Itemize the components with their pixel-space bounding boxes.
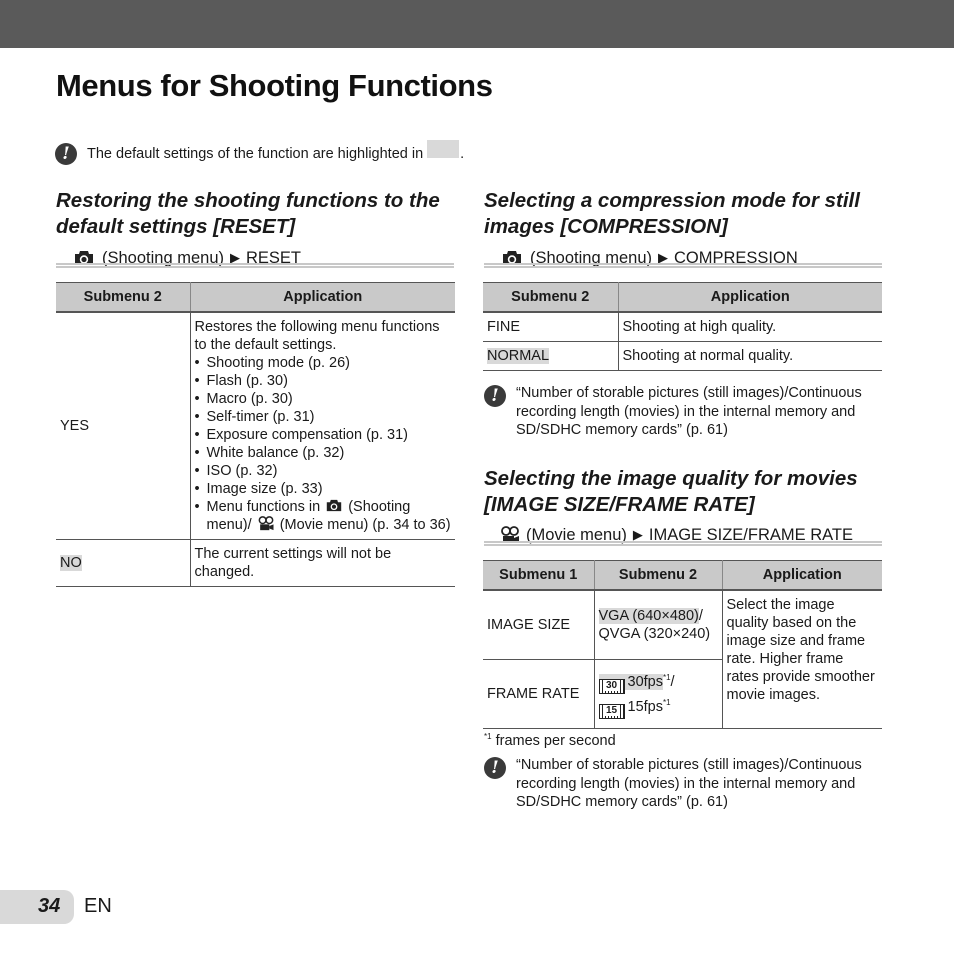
page-title: Menus for Shooting Functions xyxy=(56,68,493,103)
reset-table xyxy=(56,282,455,587)
movie-image-size: IMAGE SIZE xyxy=(483,590,594,660)
table-row xyxy=(483,342,882,371)
movie-header-application: Application xyxy=(722,561,882,591)
reset-no-cell xyxy=(56,540,190,587)
compression-heading xyxy=(484,188,884,240)
movie-frame-rate-options: 30 30fps$^{*1}$/ 15 15fps$^{*1}$ xyxy=(594,660,722,729)
movie-30fps: 30fps xyxy=(627,674,663,690)
list-item: • Shooting mode (p. 26) xyxy=(195,354,452,372)
alert-icon: ! xyxy=(484,757,506,779)
compression-note-text: “Number of storable pictures (still images)/Continuous recording length (movies) in the internal memory and SD/SDHC memory cards” (p. 61) xyxy=(516,385,862,438)
reset-yes-intro: Restores the following menu functions to the default settings. xyxy=(194,319,440,353)
page-number: 34 xyxy=(38,895,61,917)
list-item: • Flash (p. 30) xyxy=(195,372,452,390)
compression-normal: NORMAL xyxy=(487,348,550,364)
footnote-mark: *1 xyxy=(484,732,492,741)
fps-30-icon-label: 30 xyxy=(605,680,618,691)
highlight-swatch xyxy=(427,140,459,158)
reset-heading-line2: default settings [RESET] xyxy=(56,215,296,238)
fps-15-icon xyxy=(599,704,625,719)
movie-image-size-options xyxy=(594,590,722,660)
movie-header-submenu1: Submenu 1 xyxy=(483,561,594,591)
reset-menu-rule xyxy=(56,263,454,268)
menu-functions-post: (Movie menu) (p. 34 to 36) xyxy=(279,517,451,533)
reset-menu-label: (Shooting menu) xyxy=(102,249,224,267)
fps-30-icon xyxy=(599,679,625,694)
compression-header-application: Application xyxy=(618,283,882,313)
alert-icon: ! xyxy=(484,385,506,407)
movie-footnote xyxy=(484,732,616,749)
list-item: • Exposure compensation (p. 31) xyxy=(195,426,452,444)
reset-heading xyxy=(56,188,456,240)
page-language: EN xyxy=(84,895,112,917)
compression-menu-label: (Shooting menu) xyxy=(530,249,652,267)
movie-note xyxy=(484,756,884,812)
compression-normal-application: Shooting at normal quality. xyxy=(618,342,882,371)
movie-qvga: QVGA (320×240) xyxy=(598,626,711,642)
movie-header-submenu2: Submenu 2 xyxy=(594,561,722,591)
footnote-mark: *1 xyxy=(662,673,671,683)
compression-menu-rule xyxy=(484,263,882,268)
compression-header-submenu2: Submenu 2 xyxy=(483,283,618,313)
table-row xyxy=(56,540,455,587)
default-note-end: . xyxy=(460,146,465,162)
movie-menu-label: (Movie menu) xyxy=(526,526,627,544)
compression-heading-line2: images [COMPRESSION] xyxy=(484,215,728,238)
fps-15-icon-label: 15 xyxy=(605,704,618,716)
movie-30fps-option xyxy=(599,674,663,690)
movie-vga-sep: / xyxy=(698,608,703,624)
reset-yes-application xyxy=(190,312,455,540)
reset-yes-label: YES xyxy=(56,312,190,540)
compression-fine: FINE xyxy=(483,312,618,342)
list-item: • White balance (p. 32) xyxy=(195,444,452,462)
page-number-tab xyxy=(0,890,74,924)
reset-no-label: NO xyxy=(60,555,82,571)
movie-heading-line1: Selecting the image quality for movies xyxy=(484,467,858,490)
reset-header-submenu2: Submenu 2 xyxy=(56,283,190,313)
footnote-mark: *1 xyxy=(662,698,671,707)
reset-heading-line1: Restoring the shooting functions to the xyxy=(56,189,440,212)
table-row xyxy=(483,590,882,660)
arrow-right-icon: ▶ xyxy=(632,527,643,542)
list-item: • Self-timer (p. 31) xyxy=(195,408,452,426)
menu-functions-pre: Menu functions in xyxy=(206,499,321,515)
reset-header-application: Application xyxy=(190,283,455,313)
movie-heading xyxy=(484,466,884,518)
reset-items-list xyxy=(195,354,452,534)
compression-table xyxy=(483,282,882,371)
reset-menu-target: RESET xyxy=(246,249,302,267)
list-item-menu-functions xyxy=(195,498,452,534)
default-note-text: The default settings of the function are highlighted in xyxy=(87,146,424,162)
camera-icon xyxy=(326,499,342,512)
arrow-right-icon: ▶ xyxy=(230,250,240,265)
movie-vga: VGA (640×480) xyxy=(598,608,699,624)
top-bar xyxy=(0,0,954,48)
compression-heading-line1: Selecting a compression mode for still xyxy=(484,189,860,212)
list-item: • ISO (p. 32) xyxy=(195,462,452,480)
reset-no-application: The current settings will not be changed. xyxy=(190,540,455,587)
movie-15fps: 15fps xyxy=(627,698,663,715)
table-row xyxy=(483,312,882,342)
compression-menu-target: COMPRESSION xyxy=(674,249,798,267)
list-item: • Macro (p. 30) xyxy=(195,390,452,408)
alert-icon: ! xyxy=(55,143,77,165)
movie-application: Select the image quality based on the image size and frame rate. Higher frame rates provide smoother movie images. xyxy=(722,590,882,729)
compression-fine-application: Shooting at high quality. xyxy=(618,312,882,342)
movie-camera-icon xyxy=(257,516,275,531)
footnote-text: frames per second xyxy=(495,732,616,749)
movie-menu-target: IMAGE SIZE/FRAME RATE xyxy=(648,526,854,544)
arrow-right-icon: ▶ xyxy=(658,250,668,265)
movie-table xyxy=(483,560,882,729)
menu-functions-mid: (Shooting menu)/ xyxy=(206,499,411,533)
default-settings-note xyxy=(55,143,464,165)
movie-menu-rule xyxy=(484,541,882,546)
compression-note xyxy=(484,384,884,440)
list-item: • Image size (p. 33) xyxy=(195,480,452,498)
movie-heading-line2: [IMAGE SIZE/FRAME RATE] xyxy=(484,493,755,516)
table-row xyxy=(56,312,455,540)
compression-normal-cell xyxy=(483,342,618,371)
movie-frame-rate: FRAME RATE xyxy=(483,660,594,729)
movie-note-text: “Number of storable pictures (still images)/Continuous recording length (movies) in the internal memory and SD/SDHC memory cards” (p. 61) xyxy=(516,757,862,810)
